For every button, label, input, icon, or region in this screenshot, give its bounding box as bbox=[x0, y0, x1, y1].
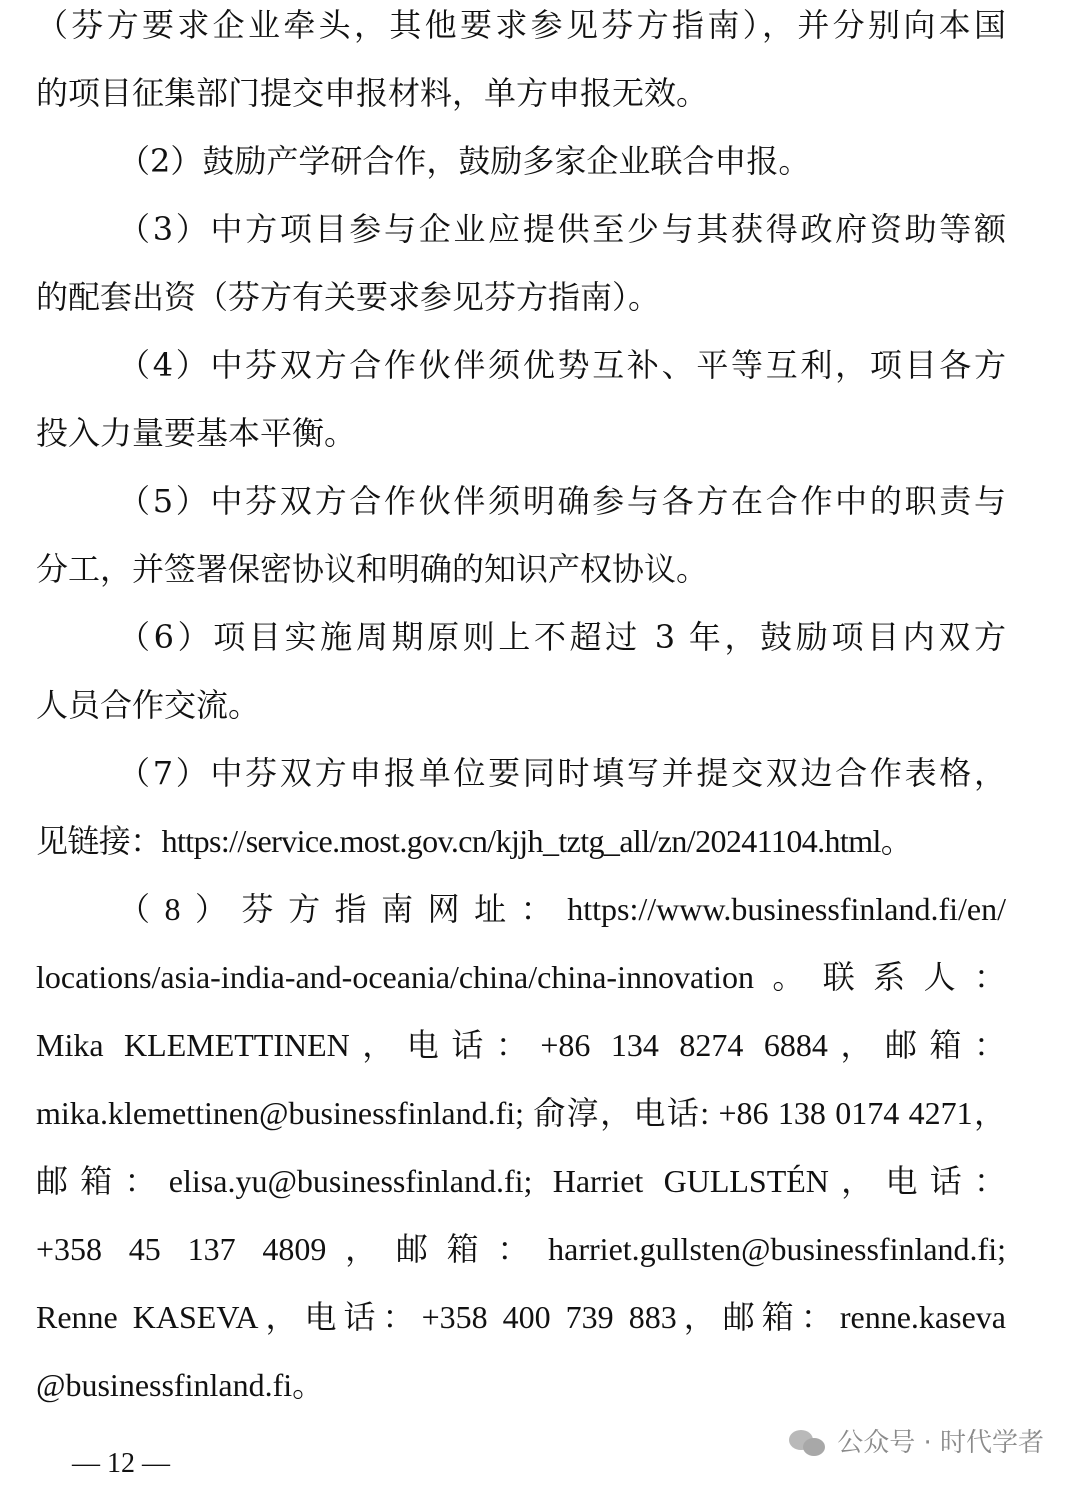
text-line: @businessfinland.fi。 bbox=[36, 1367, 325, 1403]
page-number: — 12 — bbox=[72, 1448, 170, 1479]
text-line: +358 45 137 4809，邮箱：harriet.gullsten@businessfinland.fi; bbox=[36, 1231, 1006, 1267]
text-line: 人员合作交流。 bbox=[36, 686, 261, 724]
text-line: Mika KLEMETTINEN，电话：+86 134 8274 6884，邮箱： bbox=[36, 1027, 1006, 1063]
text-line: （6）项目实施周期原则上不超过 3 年，鼓励项目内双方 bbox=[118, 618, 1006, 656]
text-line: 见链接：https://service.most.gov.cn/kjjh_tztg_all/zn/20241104.html。 bbox=[36, 823, 913, 859]
text-line: 分工，并签署保密协议和明确的知识产权协议。 bbox=[36, 550, 709, 588]
text-line: 的项目征集部门提交申报材料，单方申报无效。 bbox=[36, 74, 709, 112]
text-line: （3）中方项目参与企业应提供至少与其获得政府资助等额 bbox=[118, 210, 1006, 248]
wechat-icon bbox=[789, 1428, 827, 1458]
text-line: （8）芬方指南网址：https://www.businessfinland.fi/en/ bbox=[118, 891, 1006, 927]
text-line: mika.klemettinen@businessfinland.fi; 俞淳，电话: +86 138 0174 4271， bbox=[36, 1095, 1006, 1131]
text-line: （芬方要求企业牵头，其他要求参见芬方指南），并分别向本国 bbox=[36, 6, 1006, 44]
text-line: 邮箱：elisa.yu@businessfinland.fi; Harriet GULLSTÉN，电话： bbox=[36, 1163, 1006, 1199]
text-line: （7）中芬双方申报单位要同时填写并提交双边合作表格， bbox=[118, 754, 1006, 792]
text-line: （2）鼓励产学研合作，鼓励多家企业联合申报。 bbox=[118, 142, 811, 180]
text-line: Renne KASEVA，电话：+358 400 739 883，邮箱：renne.kaseva bbox=[36, 1299, 1006, 1335]
text-line: locations/asia-india-and-oceania/china/china-innovation。联系人： bbox=[36, 959, 1006, 995]
text-line: 的配套出资（芬方有关要求参见芬方指南）。 bbox=[36, 278, 661, 316]
text-line: 投入力量要基本平衡。 bbox=[36, 414, 357, 452]
text-line: （4）中芬双方合作伙伴须优势互补、平等互利，项目各方 bbox=[118, 346, 1006, 384]
watermark bbox=[789, 1425, 1044, 1461]
watermark-text: 公众号 · 时代学者 bbox=[837, 1428, 1044, 1458]
text-line: （5）中芬双方合作伙伴须明确参与各方在合作中的职责与 bbox=[118, 482, 1006, 520]
